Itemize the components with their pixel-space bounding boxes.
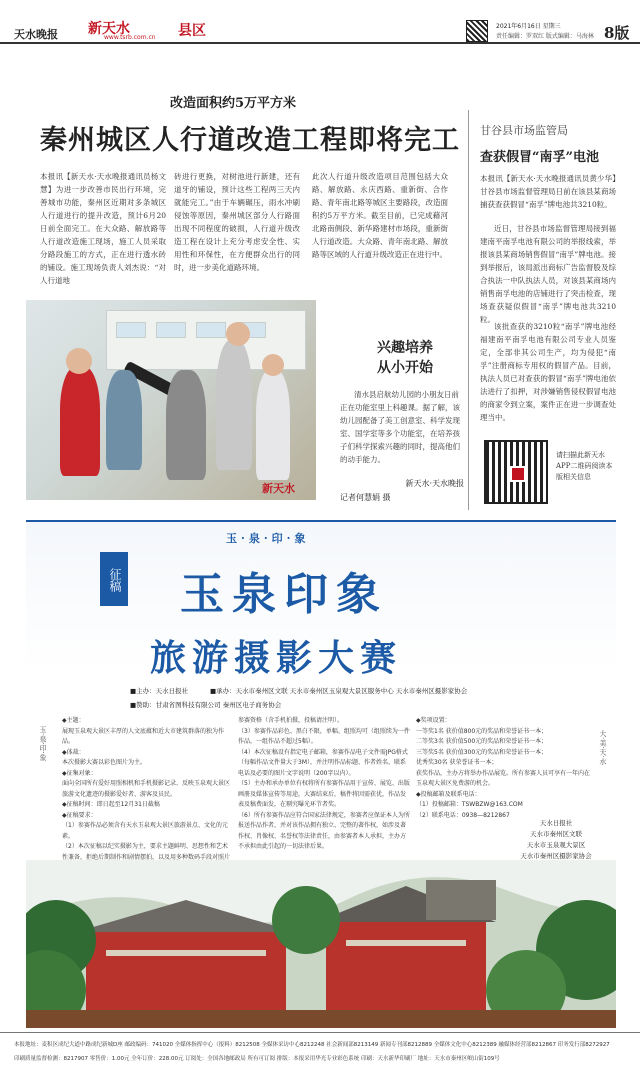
photo-title: 兴趣培养 从小开始 <box>377 340 433 376</box>
side-label-right: 大·美·天·水 <box>599 730 607 765</box>
photo-byline: 新天水·天水晚报 <box>405 479 464 488</box>
poster-divider <box>26 520 616 522</box>
page-number: 8版 <box>604 24 630 42</box>
qr-code-icon[interactable] <box>466 20 488 42</box>
contest-small-title: 玉·泉·印·象 <box>226 532 310 545</box>
contest-title: 玉泉印象 <box>180 569 388 620</box>
qr-note: 请扫描此新天水APP二维码阅读本版相关信息 <box>556 451 613 481</box>
footer-line-2: 印刷质量监督检测：8217907 零售价：1.00元 全年订价：228.00元 订阅处：全国各地邮政局 所有可订阅 排版：本报采用华光专业彩色系统 印刷：天水新华印刷厂 地址：天水市秦州区岷山街109号 <box>14 1056 500 1062</box>
lead-subtitle: 改造面积约5万平方米 <box>170 96 297 111</box>
contest-subtitle: 旅游摄影大赛 <box>150 637 403 679</box>
footer <box>0 1032 640 1071</box>
logo-url: www.tsrb.com.cn <box>104 34 156 41</box>
contest-organizers: ■承办：天水市秦州区文联 天水市秦州区玉泉观大景区服务中心 天水市秦州区摄影家协会 <box>210 687 468 695</box>
contest-rules-2: 参赛资格（含手机拍摄，投稿请注明）。 （3）参赛作品彩色、黑白不限，单幅、组照均可（组照续为一件作品，一组作品不超过5幅）。 （4）本次征稿设有指定电子邮箱，参赛作品电子文件需JPG格式（每幅作品文件量大于3M），并注明作品标题、作者姓名、联系电话及必要的图片文字说明（200字以内）。 （5）主办和承办单位有权将所有参赛作品用于宣传、展览、出版画册及媒体宣传等用途，大赛结束后，稿件将因需获优，作品发表及稿费面发，在剔究曝光环节者奖。 （6）所有参赛作品应符合国家法律规定，参赛者应保证本人为所报送作品作者，并对该作品拥有独立、完整的著作权，如涉及著作权、肖像权、名誉权等法律责任，由参赛者本人承担，主办方不承担由此引起的一切法律后果。 <box>238 717 410 850</box>
logo: 新天水 <box>88 21 130 37</box>
photographer: 记者何慧娟 摄 <box>340 493 391 502</box>
column-divider <box>468 110 469 510</box>
contest-host: ■主办：天水日报社 <box>130 687 189 695</box>
paper-name: 天水晚报 <box>14 28 58 41</box>
lead-column-2: 砖进行更换，对树池进行新建，还有道牙的铺设，预计这些工程两三天内就能完工。”由于车辆碾压，雨水冲刷侵蚀等原因，秦州城区部分人行路面出现不同程度的破损，人行道升级改造工程在设计上充分考虑安全性、实用性和环保性，在方便群众出行的同时，进一步美化道路环境。 <box>174 172 300 272</box>
lead-headline: 秦州城区人行道改造工程即将完工 <box>40 125 460 156</box>
date-line: 2021年6月16日 星期三 <box>496 23 561 30</box>
app-qr-code[interactable] <box>484 440 548 504</box>
right-headline: 查获假冒“南孚”电池 <box>480 150 599 165</box>
temple-scenery <box>26 860 616 1028</box>
contest-credits: 天水日报社 天水市秦州区文联 天水市玉泉观大景区 天水市秦州区摄影家协会 <box>520 819 592 860</box>
right-body-1: 本报讯【新天水·天水晚报通讯员黄少华】甘谷县市场监督管理局日前在该县某商场捕获查获假冒“南孚”牌电池共3210粒。 <box>480 174 616 209</box>
footer-line-1: 本报地址：麦积区成纪大道中路成纪新城D座 邮政编码：741020 全媒体指挥中心（报料）8212508 全媒体采访中心8212248 社会新闻部8213149 新闻专刊部8212889 全媒体文化中心8212389 融媒体经营部8212867 印务发行部8272927 <box>14 1042 610 1048</box>
contest-sponsor: ■赞助：甘肃省图科技有限公司 秦州区电子商务协会 <box>130 701 282 709</box>
lead-column-3: 此次人行道升级改造项目范围包括大众路、解放路、永庆西路、重新街、合作路、青年南北路等城区主要路段，改造面积约5万平方米。截至目前，已完成藉河北路南侧段、新华路建材市场段，重新街人行道改造。大众路、青年南北路、解放路等区域的人行道升级改造正在进行中。 <box>312 172 448 259</box>
call-for-entries-tag: 征稿 <box>100 552 128 606</box>
photo-watermark: 新天水 <box>262 482 295 495</box>
contest-rules-1: ◆主题： 展现玉泉观大景区丰厚的人文底蕴和近大市建筑群落的独为作品。 ◆体裁： 本次摄影大赛以彩色图片为主。 ◆征集对象： 面向全国所有爱好用照相机和手机摄影记录、反映玉泉观大景区旅游文化遗迹的摄影爱好者、游客及员民。 ◆征稿时间：即日起至12月31日截稿 ◆征稿要求： （1）参赛作品必须含有天水玉泉观大景区旅游景点、文化的元素。 （2）本次征稿以纪实摄影为主，要求主题鲜明、思想性和艺术性兼备，拒绝后期制作和剧情摆拍，以及用多种数码手段对照片 <box>62 717 231 861</box>
contest-rules-3: ◆奖项设置： 一等奖1名 获价值800元的奖品和荣誉证书一本； 二等奖3名 获价值500元的奖品和荣誉证书一本； 三等奖5名 获价值300元的奖品和荣誉证书一本； 优秀奖30名 获荣誉证书一本； 获奖作品，主办方将举办作品展览。所有参赛人员可享有一年内在玉泉观大景区免费游的机会。 ◆投稿邮箱及联系电话： （1）投稿邮箱：TSWBZW@163.COM （2）联系电话：0938—8212867 <box>416 717 591 819</box>
right-body-2: 近日，甘谷县市场监督管理局接到福建南平南孚电池有限公司的举报线索，举报该县某商场销售假冒“南孚”牌电池。接到举报后，该局派出商标广告监督股及综合执法一中队执法人员，对该县某商场内销售南孚电池的店铺进行了突击检查，现场查获疑似假冒“南孚”牌电池共3210粒。 <box>480 224 616 324</box>
section-label: 县区 <box>178 23 206 39</box>
right-kicker: 甘谷县市场监管局 <box>480 124 568 137</box>
feature-photo <box>26 300 316 500</box>
side-label-left: 玉·泉·印·象 <box>39 726 47 761</box>
lead-column-1: 本报讯【新天水·天水晚报通讯员杨文慧】为进一步改善市民出行环境，完善城市功能，秦州区近期对多条城区人行道进行的提升改造，预计6月20日前全面完工。在大众路、解放路等人行道改造施工现场，施工人员采取分路段施工的方式，正在进行透水砖的铺设。施工现场负责人刘杰说：“对人行道地 <box>40 172 166 285</box>
editor-credits: 责任编辑：罗双红 版式编辑：马海林 <box>496 33 594 40</box>
photo-caption: 清水县启航幼儿园的小朋友日前正在功能室里上科趣课。据了解，该幼儿园配备了美工创意室、科学发现室、国学室等多个功能室，在培养孩子们科学探索兴趣的同时，提高他们的动手能力。 <box>340 390 460 464</box>
right-body-3: 该批查获的3210粒“南孚”牌电池经福建南平南孚电池有限公司专业人员鉴定，全部非其公司生产，均为侵犯“南孚”注册商标专用权的假冒产品。目前，执法人员已对查获的假冒“南孚”牌电池依法进行了扣押，对涉嫌销售侵权假冒电池的商家令到立案，案件正在进一步调查处理当中。 <box>480 322 616 422</box>
